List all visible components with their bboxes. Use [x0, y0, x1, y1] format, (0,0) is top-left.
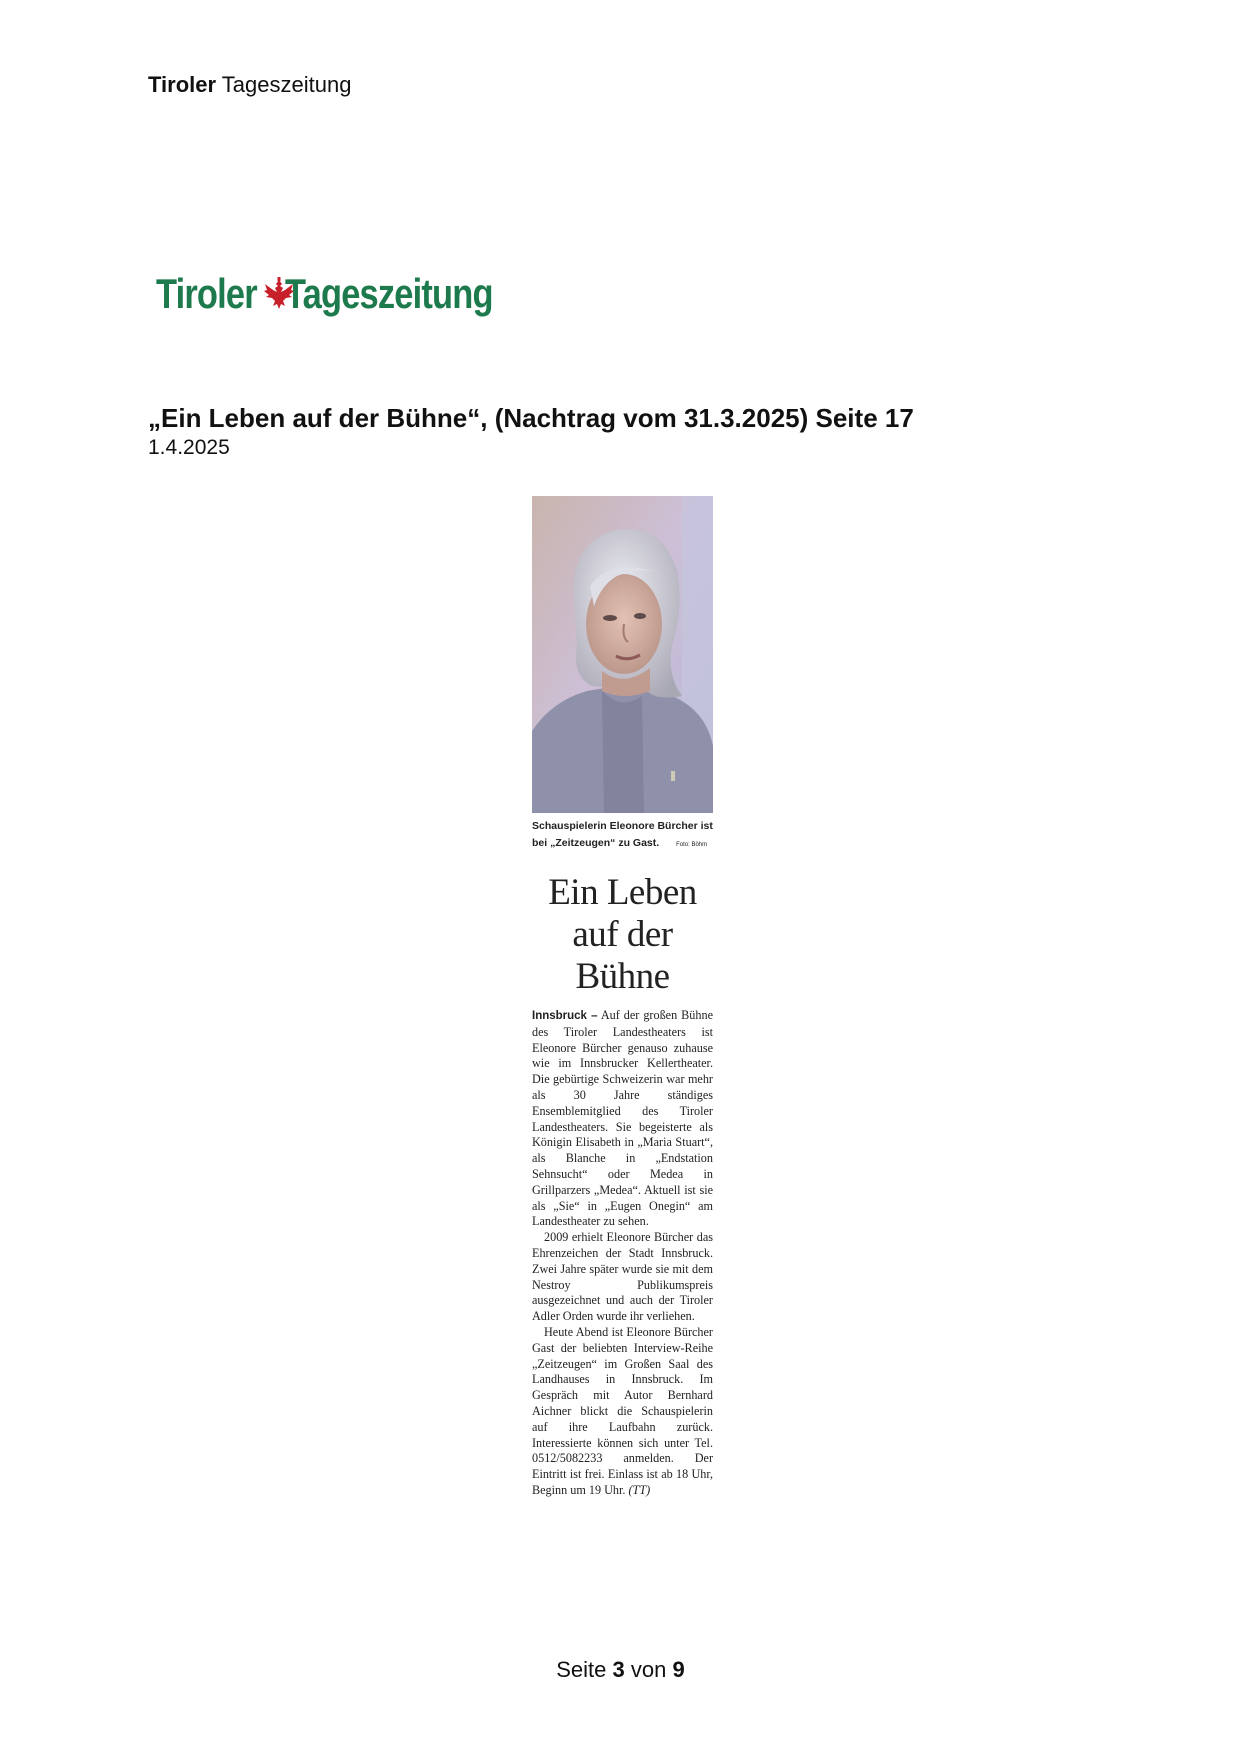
footer-page-total: 9 [672, 1657, 685, 1682]
headline-line-2: auf der [572, 914, 673, 955]
logo-word-tageszeitung: Tageszeitung [284, 270, 493, 317]
article-body [532, 1008, 713, 1499]
paragraph-3 [532, 1325, 713, 1499]
clipping-headline [532, 872, 713, 998]
header-brand-bold: Tiroler [148, 72, 217, 97]
paragraph-1 [532, 1008, 713, 1230]
portrait-photo [532, 496, 713, 813]
newspaper-logo [156, 268, 538, 320]
author-signature: (TT) [628, 1482, 651, 1497]
footer-prefix: Seite [556, 1657, 607, 1682]
photo-caption [532, 818, 714, 854]
article-title: „Ein Leben auf der Bühne“, (Nachtrag vom 31.3.2025) Seite 17 [148, 403, 914, 433]
header-brand-regular: Tageszeitung [221, 72, 352, 97]
article-date: 1.4.2025 [148, 436, 230, 459]
document-header [148, 72, 351, 98]
paragraph-1-text: Auf der großen Bühne des Tiroler Landestheaters ist Eleonore Bürcher genauso zuhause wie im Innsbrucker Kellertheater. Die gebürtige Schweizerin war mehr als 30 Jahre ständiges Ensemblemitglied des Tiroler Landestheaters. Sie begeisterte als Königin Elisabeth in „Maria Stuart“, als Blanche in „Endstation Sehnsucht“ oder Medea in Grillparzers „Medea“. Aktuell ist sie als „Sie“ in „Eugen Onegin“ am Landestheater zu sehen. [532, 1008, 713, 1229]
footer-middle: von [630, 1657, 667, 1682]
page-footer [0, 1657, 1241, 1683]
paragraph-3-text: Heute Abend ist Eleonore Bürcher Gast der beliebten Interview-Reihe „Zeitzeugen“ im Großen Saal des Landhauses in Innsbruck. Im Gespräch mit Autor Bernhard Aichner blickt die Schauspielerin auf ihre Laufbahn zurück. Interessierte können sich unter Tel. 0512/5082233 anmelden. Der Eintritt ist frei. Einlass ist ab 18 Uhr, Beginn um 19 Uhr. [532, 1324, 713, 1497]
photo-credit: Foto: Böhm [676, 842, 708, 848]
caption-line-1: Schauspielerin Eleonore Bürcher ist [532, 820, 713, 832]
paragraph-2: 2009 erhielt Eleonore Bürcher das Ehrenzeichen der Stadt Innsbruck. Zwei Jahre später wurde sie mit dem Nestroy Publikumspreis ausgezeichnet und auch der Tiroler Adler Orden wurde ihr verliehen. [532, 1230, 713, 1324]
headline-line-1: Ein Leben [548, 872, 697, 913]
headline-line-3: Bühne [575, 956, 670, 997]
logo-word-tiroler: Tiroler [156, 270, 257, 317]
caption-line-2: bei „Zeitzeugen“ zu Gast. [532, 837, 660, 849]
footer-page-number: 3 [612, 1657, 625, 1682]
dateline: Innsbruck – [532, 1010, 598, 1022]
